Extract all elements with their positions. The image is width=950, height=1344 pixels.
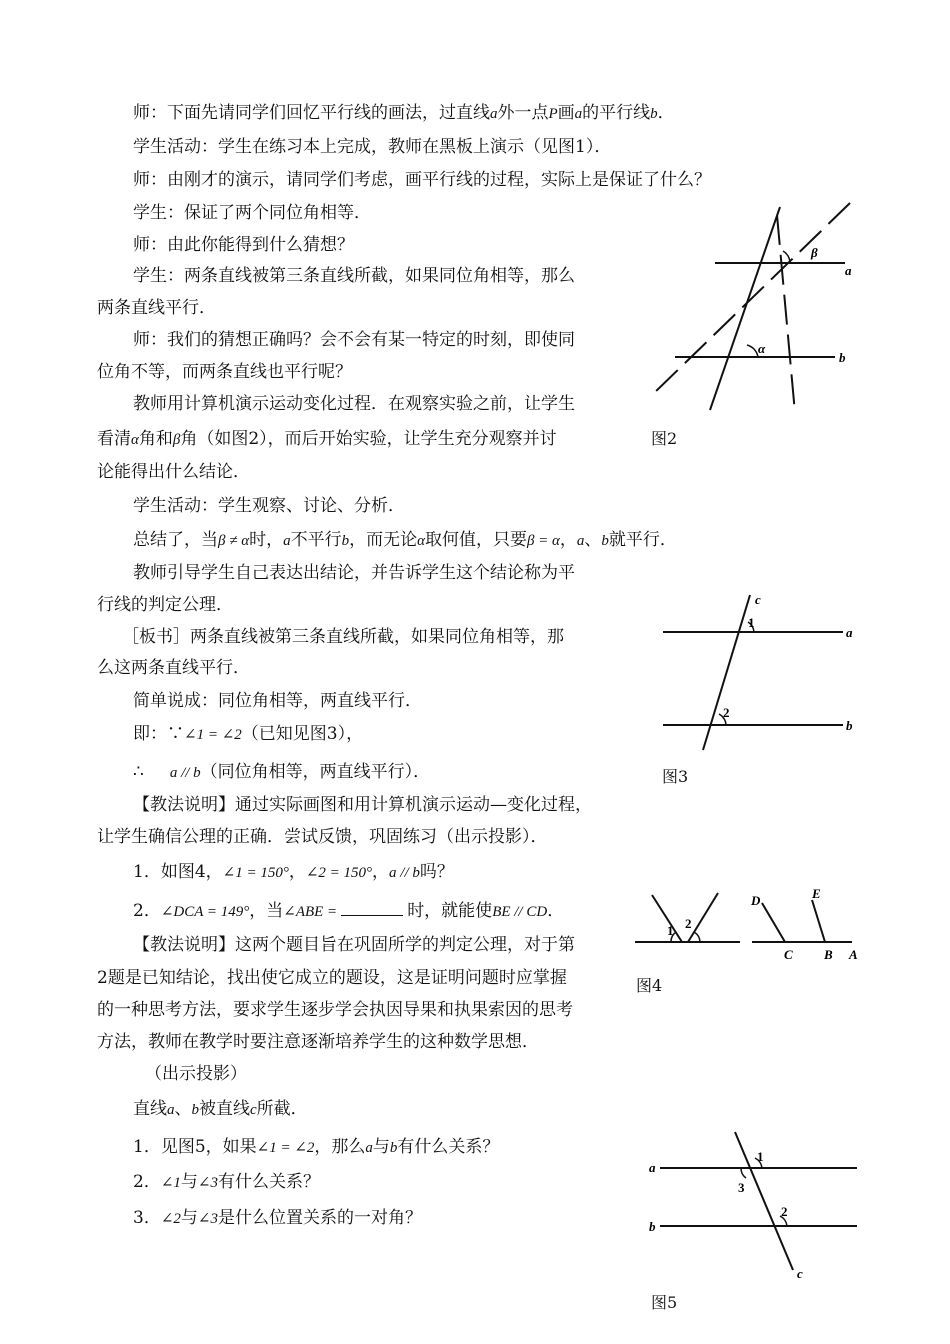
label-c: c: [755, 592, 761, 607]
text-line: 让学生确信公理的正确．尝试反馈，巩固练习（出示投影）．: [97, 827, 548, 847]
text-line: 学生活动：学生观察、讨论、分析．: [133, 496, 405, 516]
text-line: 的一种思考方法，要求学生逐步学会执因导果和执果索因的思考: [97, 1000, 573, 1020]
figure-5-caption: 图5: [651, 1293, 678, 1312]
text-line: 2题是已知结论，找出使它成立的题设，这是证明问题时应掌握: [97, 968, 567, 988]
text-line: 2．∠DCA = 149°，当∠ABE = 时，就能使BE // CD．: [133, 901, 565, 921]
text-line: 位角不等，而两条直线也平行呢？: [97, 362, 352, 382]
text-line: 师：由此你能得到什么猜想？: [133, 235, 354, 255]
text-line: 师：我们的猜想正确吗？会不会有某一特定的时刻，即使同: [133, 330, 575, 350]
text-line: 1．如图4，∠1 = 150°，∠2 = 150°，a // b吗？: [133, 862, 454, 882]
label-2: 2: [685, 916, 692, 931]
figure-4-diagram: [630, 885, 870, 965]
label-2: 2: [723, 705, 730, 720]
text-line: 师：下面先请同学们回忆平行线的画法，过直线a外一点P画a的平行线b．: [133, 103, 675, 123]
label-3: 3: [738, 1180, 745, 1195]
text-line: 么这两条直线平行．: [97, 658, 250, 678]
text-line: 【教法说明】通过实际画图和用计算机演示运动—变化过程，: [133, 795, 592, 815]
label-C: C: [784, 947, 793, 962]
text-line: 教师用计算机演示运动变化过程．在观察实验之前，让学生: [133, 394, 575, 414]
label-E: E: [812, 886, 821, 901]
label-1: 1: [667, 923, 674, 938]
figure-3-caption: 图3: [662, 767, 689, 786]
label-1: 1: [757, 1149, 764, 1164]
figure-3-diagram: [655, 590, 865, 755]
text-line: 教师引导学生自己表达出结论，并告诉学生这个结论称为平: [133, 563, 575, 583]
text-line: 即：∵∠1 = ∠2（已知见图3），: [133, 724, 364, 744]
figure-2-caption: 图2: [651, 429, 678, 448]
text-line: ［板书］两条直线被第三条直线所截，如果同位角相等，那: [122, 627, 564, 647]
answer-blank: [341, 901, 403, 916]
text-line: （出示投影）: [145, 1064, 247, 1084]
text-line: 总结了，当β ≠ α时，a不平行b，而无论α取何值，只要β = α，a、b就平行．: [133, 530, 677, 550]
text-line: 方法，教师在教学时要注意逐渐培养学生的这种数学思想．: [97, 1032, 539, 1052]
figure-2-diagram: [640, 195, 870, 420]
label-2: 2: [781, 1204, 788, 1219]
text-line: 学生：保证了两个同位角相等．: [133, 203, 371, 223]
label-D: D: [751, 893, 761, 908]
label-c: c: [797, 1266, 803, 1281]
label-b: b: [839, 350, 846, 365]
label-a: a: [649, 1160, 656, 1175]
text-line: 简单说成：同位角相等，两直线平行．: [133, 691, 422, 711]
label-B: B: [824, 947, 833, 962]
text-line: 3．∠2与∠3是什么位置关系的一对角？: [133, 1208, 422, 1228]
label-1: 1: [748, 615, 755, 630]
text-line: 看清α角和β角（如图2），而后开始实验，让学生充分观察并讨: [97, 429, 557, 449]
text-line: 学生：两条直线被第三条直线所截，如果同位角相等，那么: [133, 266, 575, 286]
text-line: 行线的判定公理．: [97, 595, 233, 615]
label-b: b: [846, 718, 853, 733]
text-line: 【教法说明】这两个题目旨在巩固所学的判定公理，对于第: [133, 935, 575, 955]
label-a: a: [845, 263, 852, 278]
text-line: 师：由刚才的演示，请同学们考虑，画平行线的过程，实际上是保证了什么？: [133, 170, 711, 190]
text-line: 2．∠1与∠3有什么关系？: [133, 1172, 320, 1192]
label-a: a: [846, 625, 853, 640]
text-line: ∴ a // b（同位角相等，两直线平行）．: [133, 762, 431, 782]
label-beta: β: [811, 245, 818, 260]
label-b: b: [649, 1219, 656, 1234]
text-line: 1．见图5，如果∠1 = ∠2，那么a与b有什么关系？: [133, 1137, 500, 1157]
figure-5-diagram: [645, 1128, 865, 1288]
text-line: 直线a、b被直线c所截．: [133, 1099, 308, 1119]
label-A: A: [849, 947, 858, 962]
text-line: 学生活动：学生在练习本上完成，教师在黑板上演示（见图1）．: [133, 137, 612, 157]
text-line: 两条直线平行．: [97, 298, 216, 318]
text-line: 论能得出什么结论．: [97, 462, 250, 482]
figure-4-caption: 图4: [636, 976, 663, 995]
label-alpha: α: [758, 341, 766, 356]
